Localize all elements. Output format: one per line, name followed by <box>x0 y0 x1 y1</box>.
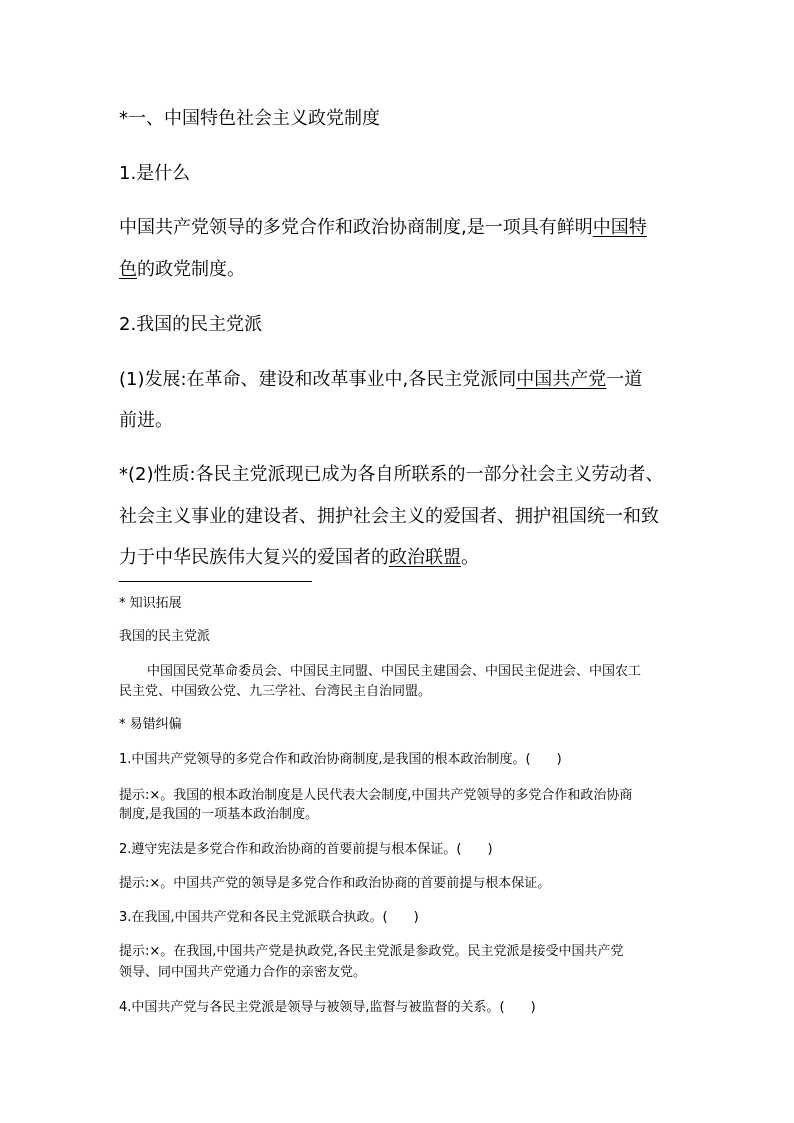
answer-1-line-2: 制度,是我国的一项基本政治制度。 <box>119 807 319 822</box>
paragraph-nature-line-3 <box>119 546 479 570</box>
paragraph-development-line-2: 前进。 <box>119 410 173 431</box>
text-run: (1)发展:在革命、建设和改革事业中,各民主党派同 <box>119 369 517 390</box>
paragraph-definition-line-1 <box>119 216 647 240</box>
answer-2: 提示:×。中国共产党的领导是多党合作和政治协商的首要前提与根本保证。 <box>119 876 551 891</box>
answer-3-line-2: 领导、同中国共产党通力合作的亲密友党。 <box>119 965 367 980</box>
underlined-answer: 政治联盟 <box>389 547 461 568</box>
text-run: 的政党制度。 <box>137 259 245 280</box>
answer-3-line-1: 提示:×。在我国,中国共产党是执政党,各民主党派是参政党。民主党派是接受中国共产党 <box>119 944 624 959</box>
democratic-parties-list-line-1: 中国国民党革命委员会、中国民主同盟、中国民主建国会、中国民主促进会、中国农工 <box>147 664 642 679</box>
paragraph-nature-line-2: 社会主义事业的建设者、拥护社会主义的爱国者、拥护祖国统一和致 <box>119 506 659 527</box>
knowledge-extension-title: * 知识拓展 <box>119 596 182 611</box>
text-run: 力于中华民族伟大复兴的爱国者的 <box>119 547 389 568</box>
section-title: *一、中国特色社会主义政党制度 <box>119 108 380 129</box>
question-4: 4.中国共产党与各民主党派是领导与被领导,监督与被监督的关系。( ) <box>119 1000 536 1015</box>
question-1: 1.中国共产党领导的多党合作和政治协商制度,是我国的根本政治制度。( ) <box>119 752 562 767</box>
text-run: 一道 <box>606 369 643 390</box>
democratic-parties-list-line-2: 民主党、中国致公党、九三学社、台湾民主自治同盟。 <box>119 684 432 699</box>
question-2: 2.遵守宪法是多党合作和政治协商的首要前提与根本保证。( ) <box>119 842 493 857</box>
underlined-answer: 中国特 <box>592 217 647 238</box>
democratic-parties-title: 我国的民主党派 <box>119 629 211 644</box>
heading-what-is: 1.是什么 <box>119 163 191 184</box>
heading-democratic-parties: 2.我国的民主党派 <box>119 314 263 335</box>
paragraph-development-line-1 <box>119 368 642 392</box>
underlined-answer: 色 <box>119 259 137 280</box>
paragraph-nature-line-1: *(2)性质:各民主党派现已成为各自所联系的一部分社会主义劳动者、 <box>119 464 664 485</box>
underlined-answer: 中国共产党 <box>516 369 607 390</box>
answer-1-line-1: 提示:×。我国的根本政治制度是人民代表大会制度,中国共产党领导的多党合作和政治协商 <box>119 788 633 803</box>
question-3: 3.在我国,中国共产党和各民主党派联合执政。( ) <box>119 910 419 925</box>
error-correction-title: * 易错纠偏 <box>119 717 182 732</box>
text-run: 中国共产党领导的多党合作和政治协商制度,是一项具有鲜明 <box>119 217 593 238</box>
text-run: 。 <box>461 547 479 568</box>
footnote-divider <box>119 581 312 582</box>
paragraph-definition-line-2 <box>119 258 245 282</box>
